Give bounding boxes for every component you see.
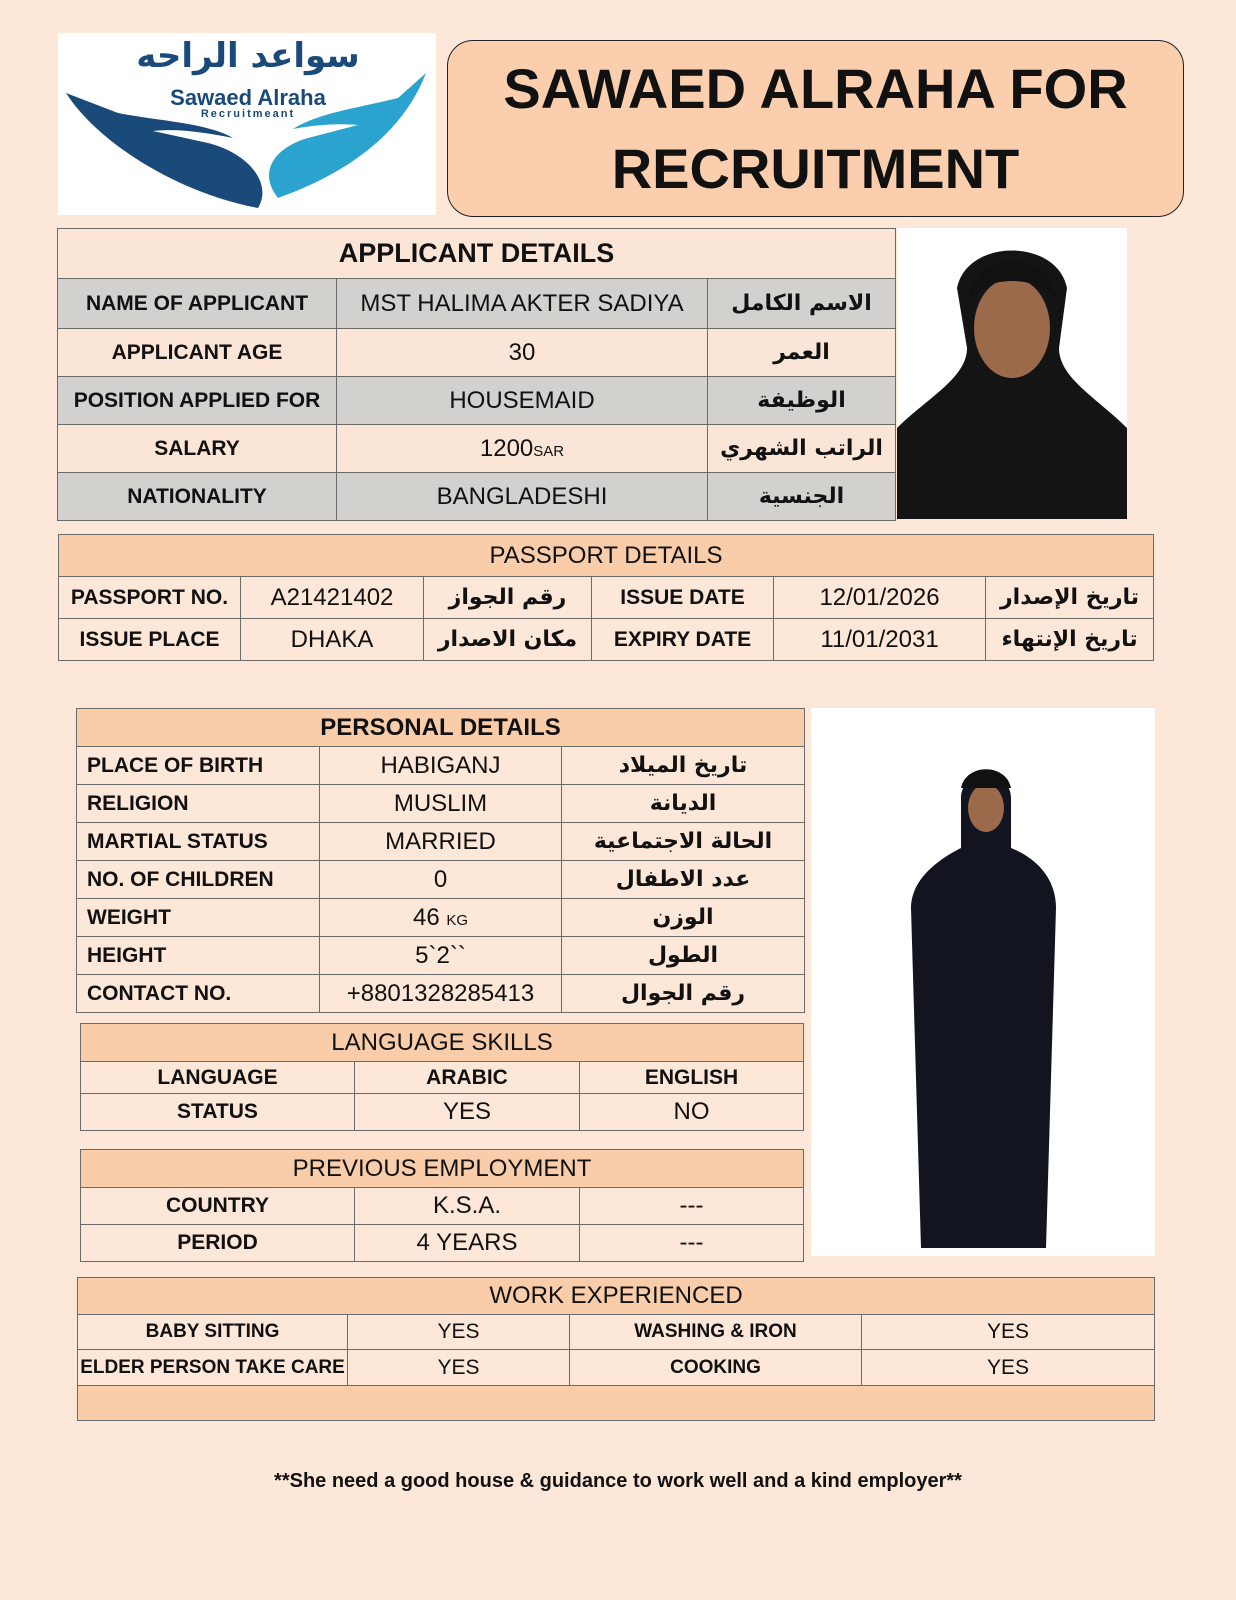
field-value: DHAKA — [241, 619, 424, 661]
table-row — [78, 1350, 1155, 1386]
arabic-label: رقم الجواز — [424, 577, 592, 619]
applicant-portrait-photo — [897, 228, 1127, 519]
arabic-label: رقم الجوال — [562, 975, 805, 1013]
field-label: MARTIAL STATUS — [77, 823, 320, 861]
field-value — [320, 861, 562, 899]
section-header: PASSPORT DETAILS — [59, 535, 1154, 577]
field-label: NO. OF CHILDREN — [77, 861, 320, 899]
arabic-label: تاريخ الميلاد — [562, 747, 805, 785]
section-header: LANGUAGE SKILLS — [81, 1024, 804, 1062]
field-value — [320, 975, 562, 1013]
field-label: CONTACT NO. — [77, 975, 320, 1013]
field-value — [320, 823, 562, 861]
field-value: YES — [355, 1094, 580, 1131]
field-label: APPLICANT AGE — [58, 329, 337, 377]
field-label: BABY SITTING — [78, 1315, 348, 1350]
value-text: HOUSEMAID — [449, 386, 595, 414]
field-value: 11/01/2031 — [774, 619, 986, 661]
arabic-label: تاريخ الإصدار — [986, 577, 1154, 619]
applicant-details-table — [57, 228, 896, 521]
field-value: --- — [580, 1188, 804, 1225]
table-row — [81, 1062, 804, 1094]
field-value: 12/01/2026 — [774, 577, 986, 619]
field-value: --- — [580, 1225, 804, 1262]
empty-cell — [78, 1386, 1155, 1421]
field-label: POSITION APPLIED FOR — [58, 377, 337, 425]
unit-text: KG — [446, 911, 469, 929]
work-experience-table — [77, 1277, 1155, 1421]
arabic-label: الوظيفة — [708, 377, 896, 425]
field-value: YES — [862, 1315, 1155, 1350]
field-value — [320, 747, 562, 785]
section-header: PERSONAL DETAILS — [77, 709, 805, 747]
passport-details-table — [58, 534, 1154, 661]
field-label: WASHING & IRON — [570, 1315, 862, 1350]
language-skills-table — [80, 1023, 804, 1131]
arabic-label: تاريخ الإنتهاء — [986, 619, 1154, 661]
field-value: YES — [862, 1350, 1155, 1386]
value-text: MST HALIMA AKTER SADIYA — [360, 289, 684, 317]
field-label: ISSUE DATE — [592, 577, 774, 619]
field-value — [337, 425, 708, 473]
value-text: 5`2`` — [415, 941, 466, 969]
field-label: EXPIRY DATE — [592, 619, 774, 661]
value-text: 46 — [412, 903, 447, 931]
field-value — [337, 329, 708, 377]
field-label: STATUS — [81, 1094, 355, 1131]
arabic-label: الحالة الاجتماعية — [562, 823, 805, 861]
value-text: 30 — [508, 338, 536, 366]
field-label: ISSUE PLACE — [59, 619, 241, 661]
field-value: 4 YEARS — [355, 1225, 580, 1262]
table-row — [58, 377, 896, 425]
arabic-label: عدد الاطفال — [562, 861, 805, 899]
table-row — [59, 619, 1154, 661]
table-row — [58, 279, 896, 329]
field-label: ELDER PERSON TAKE CARE — [78, 1350, 348, 1386]
table-row — [77, 861, 805, 899]
field-value: YES — [348, 1315, 570, 1350]
field-value — [337, 279, 708, 329]
field-label: PLACE OF BIRTH — [77, 747, 320, 785]
svg-text:Sawaed Alraha: Sawaed Alraha — [170, 85, 326, 110]
table-row — [77, 899, 805, 937]
section-header: PREVIOUS EMPLOYMENT — [81, 1150, 804, 1188]
field-label: COUNTRY — [81, 1188, 355, 1225]
value-text: +8801328285413 — [346, 979, 535, 1007]
company-logo — [58, 33, 436, 215]
field-label: RELIGION — [77, 785, 320, 823]
table-row — [77, 747, 805, 785]
field-label: ENGLISH — [580, 1062, 804, 1094]
arabic-label: الوزن — [562, 899, 805, 937]
page-title: SAWAED ALRAHA FOR RECRUITMENT — [447, 40, 1184, 217]
field-label: ARABIC — [355, 1062, 580, 1094]
table-row — [58, 473, 896, 521]
svg-text:سواعد الراحه: سواعد الراحه — [136, 36, 360, 76]
field-label: HEIGHT — [77, 937, 320, 975]
table-row — [77, 937, 805, 975]
personal-details-table — [76, 708, 805, 1013]
field-label: WEIGHT — [77, 899, 320, 937]
field-value — [320, 899, 562, 937]
field-value — [320, 785, 562, 823]
table-row — [58, 329, 896, 377]
section-header: WORK EXPERIENCED — [78, 1278, 1155, 1315]
arabic-label: مكان الاصدار — [424, 619, 592, 661]
value-text: HABIGANJ — [380, 751, 501, 779]
table-row — [77, 823, 805, 861]
field-value — [320, 937, 562, 975]
field-value: A21421402 — [241, 577, 424, 619]
value-text: MUSLIM — [393, 789, 488, 817]
table-row — [58, 425, 896, 473]
field-label: PASSPORT NO. — [59, 577, 241, 619]
table-row — [81, 1094, 804, 1131]
field-value — [337, 377, 708, 425]
field-label: PERIOD — [81, 1225, 355, 1262]
footer-note: **She need a good house & guidance to work well and a kind employer** — [274, 1470, 962, 1492]
arabic-label: الطول — [562, 937, 805, 975]
field-label: NAME OF APPLICANT — [58, 279, 337, 329]
field-value — [337, 473, 708, 521]
value-text: BANGLADESHI — [436, 482, 608, 510]
table-row — [59, 577, 1154, 619]
previous-employment-table — [80, 1149, 804, 1262]
value-text: 1200 — [479, 434, 534, 462]
applicant-full-body-photo — [811, 708, 1155, 1256]
table-row — [77, 785, 805, 823]
unit-text: SAR — [533, 442, 565, 460]
field-value: K.S.A. — [355, 1188, 580, 1225]
table-row — [81, 1188, 804, 1225]
arabic-label: الديانة — [562, 785, 805, 823]
field-value: NO — [580, 1094, 804, 1131]
table-row — [81, 1225, 804, 1262]
arabic-label: الراتب الشهري — [708, 425, 896, 473]
arabic-label: الجنسية — [708, 473, 896, 521]
field-value: YES — [348, 1350, 570, 1386]
field-label: LANGUAGE — [81, 1062, 355, 1094]
field-label: NATIONALITY — [58, 473, 337, 521]
table-row — [77, 975, 805, 1013]
table-row — [78, 1315, 1155, 1350]
section-header: APPLICANT DETAILS — [58, 229, 896, 279]
footer-band — [78, 1386, 1155, 1421]
svg-text:Recruitmeant: Recruitmeant — [200, 108, 296, 120]
value-text: MARRIED — [385, 827, 496, 855]
field-label: SALARY — [58, 425, 337, 473]
arabic-label: الاسم الكامل — [708, 279, 896, 329]
field-label: COOKING — [570, 1350, 862, 1386]
arabic-label: العمر — [708, 329, 896, 377]
value-text: 0 — [433, 865, 448, 893]
